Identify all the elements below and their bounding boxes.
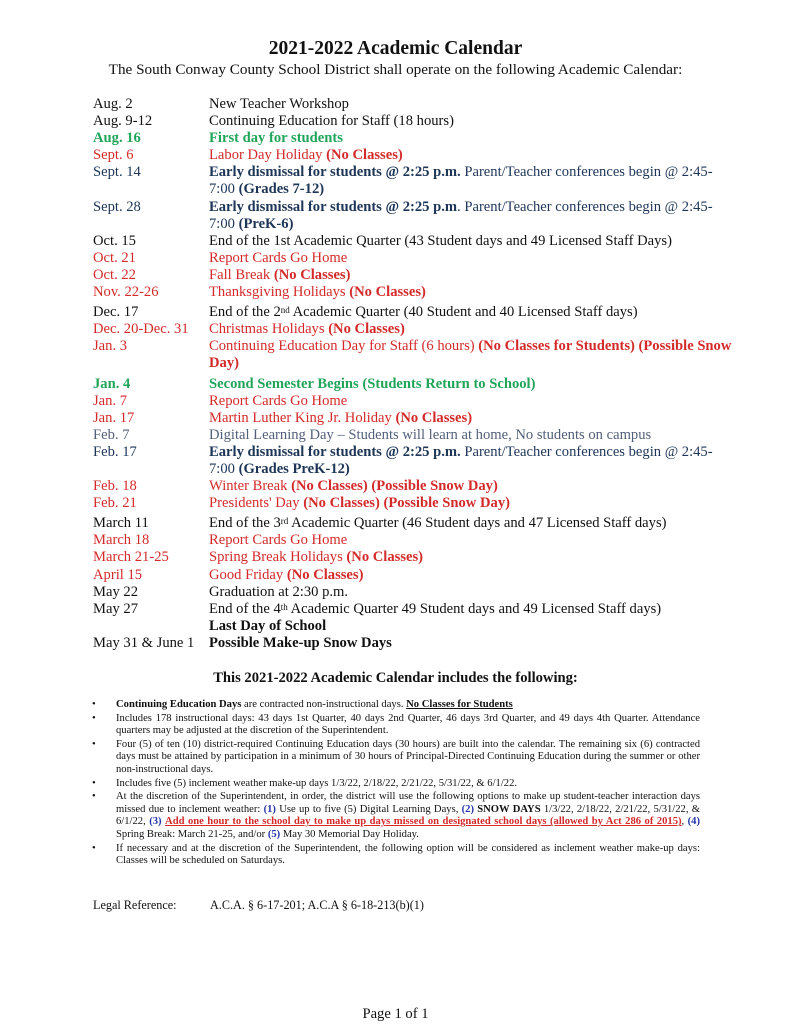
event-description bbox=[209, 199, 733, 233]
bullet-icon: • bbox=[92, 712, 96, 724]
event-date: March 11 bbox=[93, 515, 149, 532]
ordinal-suffix: nd bbox=[280, 305, 290, 316]
calendar-event-row bbox=[93, 338, 733, 372]
text-segment: Four (5) of ten (10) district-required Continuing Education days (30 hours) are built into the calendar. The remaining six (6) contracted days must be attained by participation in a minimum of 30 hours of Principal-Directed Continuing Education during the summer or other non-instructional days. bbox=[116, 738, 700, 775]
calendar-event-row bbox=[93, 113, 733, 130]
includes-heading: This 2021-2022 Academic Calendar includes the following: bbox=[213, 670, 578, 686]
calendar-event-row bbox=[93, 267, 733, 284]
page-number: Page 1 of 1 bbox=[362, 1006, 429, 1022]
text-segment: Add one hour to the school day to make up days missed on designated school days (allowed by Act 286 of 2015) bbox=[165, 816, 682, 828]
text-segment: Early dismissal for students @ 2:25 p.m bbox=[209, 198, 458, 215]
text-segment: Spring Break Holidays bbox=[209, 549, 347, 566]
text-segment: (No Classes) (Possible Snow Day) bbox=[291, 478, 498, 495]
text-segment: Winter Break bbox=[209, 478, 292, 495]
event-description bbox=[209, 515, 733, 532]
text-segment: Possible Make-up Snow Days bbox=[209, 634, 392, 651]
text-segment: Parent/Teacher conferences begin @ 2:45-7:00 bbox=[209, 164, 713, 198]
calendar-event-row bbox=[93, 164, 733, 198]
event-description bbox=[209, 147, 733, 164]
event-description bbox=[209, 495, 733, 512]
text-segment: Digital Learning Day – Students will learn at home, No students on campus bbox=[209, 426, 652, 443]
event-description bbox=[209, 304, 733, 321]
text-segment: End of the 2 bbox=[209, 304, 281, 321]
includes-bullet-item bbox=[92, 699, 700, 712]
event-date: Feb. 7 bbox=[93, 426, 130, 443]
includes-bullet-item bbox=[92, 739, 700, 777]
text-segment: (No Classes) bbox=[286, 566, 364, 583]
text-segment: Academic Quarter 49 Student days and 49 Licensed Staff days) bbox=[287, 600, 662, 617]
text-segment: (PreK-6) bbox=[238, 215, 294, 232]
event-description bbox=[209, 567, 733, 584]
text-segment: (3) bbox=[149, 816, 162, 828]
text-segment: Continuing Education for Staff (18 hours) bbox=[209, 113, 454, 130]
event-description bbox=[209, 427, 733, 444]
text-segment: Presidents' Day bbox=[209, 495, 304, 512]
text-segment: Martin Luther King Jr. Holiday bbox=[209, 409, 396, 426]
event-date: Feb. 17 bbox=[93, 443, 137, 460]
event-description bbox=[209, 549, 733, 566]
includes-bullet-item bbox=[92, 791, 700, 841]
calendar-event-row bbox=[93, 601, 733, 618]
calendar-event-row bbox=[93, 304, 733, 321]
calendar-event-row bbox=[93, 321, 733, 338]
text-segment: (1) bbox=[263, 803, 276, 815]
event-date: Oct. 15 bbox=[93, 232, 136, 249]
calendar-event-row bbox=[93, 376, 733, 393]
calendar-event-row bbox=[93, 250, 733, 267]
calendar-events-list bbox=[93, 96, 733, 652]
text-segment: (No Classes) bbox=[326, 147, 403, 164]
text-segment: Includes five (5) inclement weather make-up days 1/3/22, 2/18/22, 2/21/22, 5/31/22, & 6/1/22. bbox=[116, 777, 518, 789]
calendar-event-row bbox=[93, 567, 733, 584]
text-segment: Early dismissal for students @ 2:25 p.m. bbox=[209, 164, 461, 181]
event-date: March 21-25 bbox=[93, 549, 169, 566]
text-segment: (No Classes) bbox=[395, 409, 473, 426]
calendar-event-row bbox=[93, 515, 733, 532]
text-segment: Christmas Holidays bbox=[209, 321, 329, 338]
event-description bbox=[209, 113, 733, 130]
calendar-event-row bbox=[93, 147, 733, 164]
ordinal-suffix: rd bbox=[280, 516, 289, 527]
text-segment: Last Day of School bbox=[209, 617, 327, 634]
calendar-event-row bbox=[93, 444, 733, 478]
text-segment: (Grades PreK-12) bbox=[238, 460, 350, 477]
text-segment: Spring Break: March 21-25, and/or bbox=[116, 828, 268, 840]
text-segment: End of the 1st Academic Quarter (43 Student days and 49 Licensed Staff Days) bbox=[209, 232, 672, 249]
calendar-event-row bbox=[93, 233, 733, 250]
text-segment: No Classes for Students bbox=[406, 699, 513, 710]
text-segment: (No Classes for Students) (Possible Snow Day) bbox=[209, 338, 732, 372]
event-description bbox=[209, 410, 733, 427]
text-segment: Continuing Education Days bbox=[116, 699, 242, 710]
calendar-event-row bbox=[93, 393, 733, 410]
event-date bbox=[93, 618, 209, 635]
event-description bbox=[209, 267, 733, 284]
text-segment: At the discretion of the Superintendent, in order, the district will use the following options to make up student-teacher interaction days missed due to inclement weather: bbox=[116, 791, 700, 815]
event-description bbox=[209, 584, 733, 601]
text-segment: Good Friday bbox=[209, 566, 287, 583]
event-description bbox=[209, 338, 733, 372]
event-date: Sept. 14 bbox=[93, 164, 141, 181]
event-date: Jan. 17 bbox=[93, 409, 135, 426]
text-segment: (2) bbox=[461, 803, 474, 815]
page-title: 2021-2022 Academic Calendar bbox=[268, 38, 523, 59]
event-date: March 18 bbox=[93, 532, 150, 549]
calendar-event-row bbox=[93, 549, 733, 566]
event-date: May 31 & June 1 bbox=[93, 634, 195, 651]
bullet-icon: • bbox=[92, 699, 96, 710]
includes-bullet-list bbox=[92, 699, 700, 869]
text-segment: Academic Quarter (40 Student and 40 Licensed Staff days) bbox=[289, 304, 638, 321]
bullet-icon: • bbox=[92, 842, 96, 854]
event-date: Aug. 16 bbox=[93, 130, 141, 147]
calendar-event-row bbox=[93, 96, 733, 113]
event-description bbox=[209, 601, 733, 618]
event-description bbox=[209, 444, 733, 478]
text-segment: , bbox=[681, 816, 688, 828]
text-segment: End of the 4 bbox=[209, 600, 281, 617]
event-date: Jan. 7 bbox=[93, 392, 128, 409]
event-description bbox=[209, 233, 733, 250]
calendar-event-row bbox=[93, 618, 733, 635]
text-segment: (No Classes) bbox=[346, 549, 424, 566]
event-date: Dec. 17 bbox=[93, 304, 139, 321]
event-date: Aug. 9-12 bbox=[93, 113, 153, 130]
text-segment: Parent/Teacher conferences begin @ 2:45-7:00 bbox=[209, 443, 713, 477]
event-date: Oct. 21 bbox=[93, 249, 136, 266]
calendar-event-row bbox=[93, 532, 733, 549]
includes-bullet-item bbox=[92, 778, 700, 791]
event-date: April 15 bbox=[93, 566, 143, 583]
text-segment: (4) bbox=[687, 816, 701, 828]
calendar-event-row bbox=[93, 199, 733, 233]
legal-reference-label: Legal Reference: bbox=[93, 898, 177, 912]
text-segment: Continuing Education Day for Staff (6 hours) bbox=[209, 338, 479, 355]
event-date: Dec. 20-Dec. 31 bbox=[93, 321, 189, 338]
event-description bbox=[209, 532, 733, 549]
text-segment: Report Cards Go Home bbox=[209, 532, 348, 549]
legal-reference-value: A.C.A. § 6-17-201; A.C.A § 6-18-213(b)(1) bbox=[210, 898, 424, 912]
text-segment: If necessary and at the discretion of the Superintendent, the following option will be considered as inclement weather make-up days: Classes will be scheduled on Saturdays. bbox=[116, 842, 700, 867]
event-date: Aug. 2 bbox=[93, 96, 133, 112]
text-segment: (No Classes) bbox=[328, 321, 405, 338]
calendar-event-row bbox=[93, 284, 733, 301]
event-date: Jan. 4 bbox=[93, 375, 131, 392]
legal-reference bbox=[93, 898, 424, 913]
event-description bbox=[209, 478, 733, 495]
includes-bullet-item bbox=[92, 713, 700, 738]
event-date: Feb. 21 bbox=[93, 495, 137, 512]
text-segment: 1/3/22, 2/18/22, 2/21/22, 5/31/22, & 6/1/22, bbox=[116, 803, 700, 828]
bullet-icon: • bbox=[92, 791, 96, 803]
text-segment: Second Semester Begins (Students Return to School) bbox=[209, 375, 536, 392]
text-segment: Academic Quarter (46 Student days and 47 Licensed Staff days) bbox=[288, 515, 667, 532]
event-description bbox=[209, 96, 733, 113]
text-segment: are contracted non-instructional days. bbox=[241, 699, 407, 710]
text-segment: (No Classes) bbox=[273, 266, 351, 283]
event-description bbox=[209, 250, 733, 267]
bullet-icon: • bbox=[92, 777, 96, 789]
text-segment: Thanksgiving Holidays bbox=[209, 284, 350, 301]
text-segment: Labor Day Holiday bbox=[209, 147, 327, 164]
event-date: Jan. 3 bbox=[93, 338, 128, 355]
text-segment: Use up to five (5) Digital Learning Days, bbox=[275, 803, 462, 815]
calendar-event-row bbox=[93, 410, 733, 427]
event-description bbox=[209, 321, 733, 338]
calendar-event-row bbox=[93, 478, 733, 495]
ordinal-suffix: th bbox=[280, 601, 288, 612]
text-segment: SNOW DAYS bbox=[477, 803, 541, 815]
event-date: Feb. 18 bbox=[93, 478, 137, 495]
event-description bbox=[209, 635, 733, 652]
text-segment: Includes 178 instructional days: 43 days 1st Quarter, 40 days 2nd Quarter, 46 days 3rd Quarter, and 49 days 4th Quarter. Attendance quarters may be adjusted at the discretion of the Superintendent. bbox=[116, 712, 700, 737]
text-segment: (No Classes) bbox=[349, 284, 426, 301]
event-description bbox=[209, 284, 733, 301]
text-segment: (No Classes) (Possible Snow Day) bbox=[303, 495, 510, 512]
event-date: May 27 bbox=[93, 600, 138, 617]
event-description bbox=[209, 376, 733, 393]
event-description bbox=[209, 130, 733, 147]
event-date: May 22 bbox=[93, 583, 138, 600]
event-description bbox=[209, 164, 733, 198]
text-segment: Fall Break bbox=[209, 266, 274, 283]
event-date: Nov. 22-26 bbox=[93, 284, 159, 301]
text-segment: May 30 Memorial Day Holiday. bbox=[280, 828, 419, 840]
bullet-icon: • bbox=[92, 738, 96, 750]
text-segment: (5) bbox=[267, 828, 281, 840]
calendar-event-row bbox=[93, 495, 733, 512]
event-description bbox=[209, 618, 733, 635]
calendar-event-row bbox=[93, 584, 733, 601]
calendar-event-row bbox=[93, 427, 733, 444]
text-segment: (Grades 7-12) bbox=[238, 181, 325, 198]
text-segment: End of the 3 bbox=[209, 515, 281, 532]
event-description bbox=[209, 393, 733, 410]
page-subtitle: The South Conway County School District shall operate on the following Academic Calendar: bbox=[108, 61, 683, 78]
text-segment: New Teacher Workshop bbox=[209, 96, 349, 112]
calendar-event-row bbox=[93, 635, 733, 652]
text-segment: Early dismissal for students @ 2:25 p.m. bbox=[209, 443, 461, 460]
calendar-event-row bbox=[93, 130, 733, 147]
text-segment: Graduation at 2:30 p.m. bbox=[209, 583, 349, 600]
text-segment: . Parent/Teacher conferences begin @ 2:45-7:00 bbox=[209, 198, 713, 232]
includes-bullet-item bbox=[92, 843, 700, 868]
event-date: Oct. 22 bbox=[93, 266, 136, 283]
text-segment: Report Cards Go Home bbox=[209, 392, 348, 409]
event-date: Sept. 28 bbox=[93, 198, 141, 215]
text-segment: Report Cards Go Home bbox=[209, 249, 348, 266]
text-segment: First day for students bbox=[209, 130, 343, 147]
event-date: Sept. 6 bbox=[93, 147, 134, 164]
